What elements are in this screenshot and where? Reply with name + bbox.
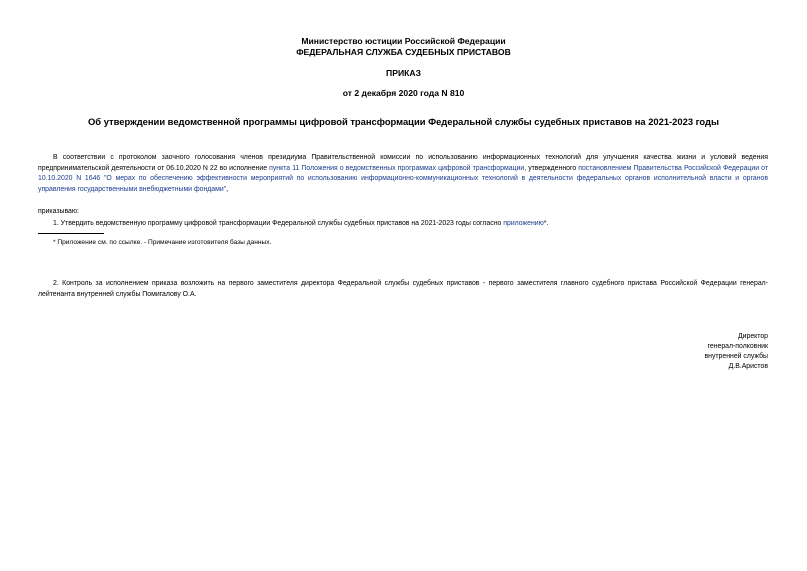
paragraph-item-2: 2. Контроль за исполнением приказа возложить на первого заместителя директора Федеральной службы судебных приставов - первого заместителя главного судебного пристава Российской Федерации генерал-лейтенанта внутренней службы Помигалову О.А. <box>38 280 768 298</box>
link-regulation-clause[interactable]: пункта 11 Положения о ведомственных программах цифровой трансформации <box>269 164 525 172</box>
footnote: * Приложение см. по ссылке. - Примечание изготовителя базы данных. <box>53 239 272 246</box>
preamble-text-b: , утвержденного <box>524 164 579 172</box>
date-number: от 2 декабря 2020 года N 810 <box>342 88 465 98</box>
paragraph-preamble <box>38 153 768 195</box>
signature-position: Директор <box>737 333 768 340</box>
preamble-text-a: В соответствии с протоколом заочного голосования членов президиума Правительственной комиссии по использованию информационных технологий для улучшения качества жизни и условий ведения предпринимательской деятельности от 06.10.2020 N 22 во исполнение <box>38 154 768 172</box>
ministry-heading: Министерство юстиции Российской Федерации <box>301 36 506 46</box>
document-title: Об утверждении ведомственной программы цифровой трансформации Федеральной службы судебных приставов на 2021-2023 годы <box>88 116 719 127</box>
link-appendix[interactable]: приложению <box>503 220 544 227</box>
footnote-divider <box>38 233 104 234</box>
item-1-text-a: 1. Утвердить ведомственную программу цифровой трансформации Федеральной службы судебных приставов на 2021-2023 годы согласно <box>53 220 504 227</box>
order-word: приказываю: <box>38 208 79 215</box>
item-1-text-b: *. <box>543 220 549 227</box>
preamble-text-c: , <box>226 185 229 193</box>
signature-service: внутренней службы <box>704 353 768 360</box>
doc-type-heading: ПРИКАЗ <box>386 68 421 78</box>
service-heading: ФЕДЕРАЛЬНАЯ СЛУЖБА СУДЕБНЫХ ПРИСТАВОВ <box>296 47 511 57</box>
signature-name: Д.В.Аристов <box>728 363 768 370</box>
paragraph-item-1 <box>53 219 783 230</box>
link-government-decree[interactable]: постановлением Правительства Российской Федерации от 10.10.2020 N 1646 "О мерах по обеспечению эффективности мероприятий по использованию информационно-коммуникационных технологий в деятельности федеральных органов исполнительной власти и органов управления государственными внебюджетными фондами" <box>38 164 768 193</box>
signature-rank: генерал-полковник <box>707 343 768 350</box>
